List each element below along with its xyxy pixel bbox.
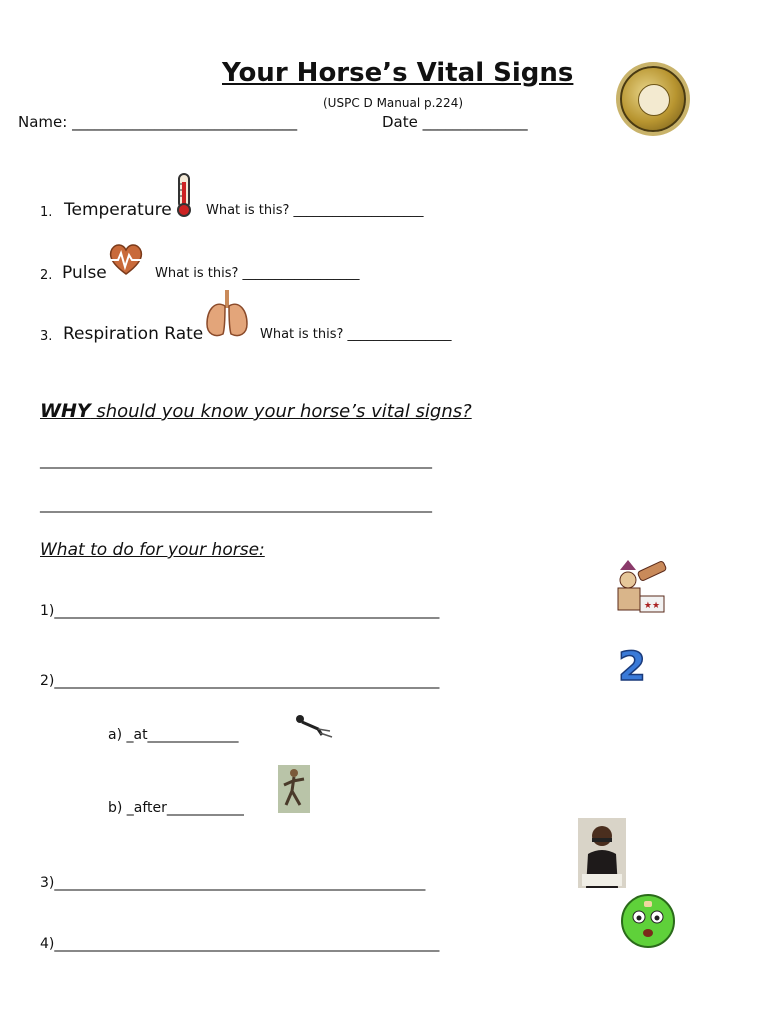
why-lead: WHY bbox=[40, 400, 91, 422]
telescope-clipart-icon bbox=[614, 560, 668, 616]
lungs-icon bbox=[203, 288, 251, 342]
svg-text:2: 2 bbox=[618, 644, 646, 690]
green-face-icon bbox=[620, 893, 676, 949]
todo-answer-line[interactable]: 1)_______________________________________________________ bbox=[40, 603, 440, 619]
vital-name: Temperature bbox=[64, 200, 172, 220]
pony-club-badge-icon bbox=[620, 66, 686, 132]
todo-sub-b[interactable]: b) _after___________ bbox=[108, 800, 244, 816]
todo-sub-a[interactable]: a) _at_____________ bbox=[108, 727, 239, 743]
name-field[interactable]: Name: ______________________________ bbox=[18, 113, 298, 131]
date-field[interactable]: Date ______________ bbox=[382, 113, 528, 131]
heart-pulse-icon bbox=[106, 240, 146, 278]
vital-number: 2. bbox=[40, 268, 53, 283]
why-answer-line[interactable]: ________________________________________________________ bbox=[40, 453, 432, 469]
todo-answer-line[interactable]: 4)_______________________________________________________ bbox=[40, 936, 440, 952]
vital-number: 3. bbox=[40, 329, 53, 344]
why-rest: should you know your horse’s vital signs? bbox=[90, 401, 472, 422]
todo-answer-line[interactable]: 2)_______________________________________________________ bbox=[40, 673, 440, 689]
todo-heading: What to do for your horse: bbox=[40, 540, 265, 560]
svg-text:★★: ★★ bbox=[643, 601, 661, 611]
vital-question-field[interactable]: What is this? __________________ bbox=[155, 266, 360, 281]
vital-name: Pulse bbox=[62, 263, 107, 283]
number-two-icon bbox=[618, 642, 646, 690]
thermometer-icon bbox=[173, 172, 195, 218]
runner-photo-icon bbox=[278, 765, 310, 813]
todo-answer-line[interactable]: 3)_____________________________________________________ bbox=[40, 875, 426, 891]
vital-question-field[interactable]: What is this? ____________________ bbox=[206, 203, 424, 218]
page-subtitle: (USPC D Manual p.224) bbox=[323, 96, 464, 110]
why-answer-line[interactable]: ________________________________________________________ bbox=[40, 497, 432, 513]
vital-number: 1. bbox=[40, 205, 53, 220]
page-title: Your Horse’s Vital Signs bbox=[222, 58, 574, 88]
writing-person-photo-icon bbox=[578, 818, 626, 888]
lying-person-icon bbox=[292, 713, 334, 741]
why-heading bbox=[40, 400, 472, 422]
vital-name: Respiration Rate bbox=[63, 324, 204, 344]
vital-question-field[interactable]: What is this? ________________ bbox=[260, 327, 452, 342]
